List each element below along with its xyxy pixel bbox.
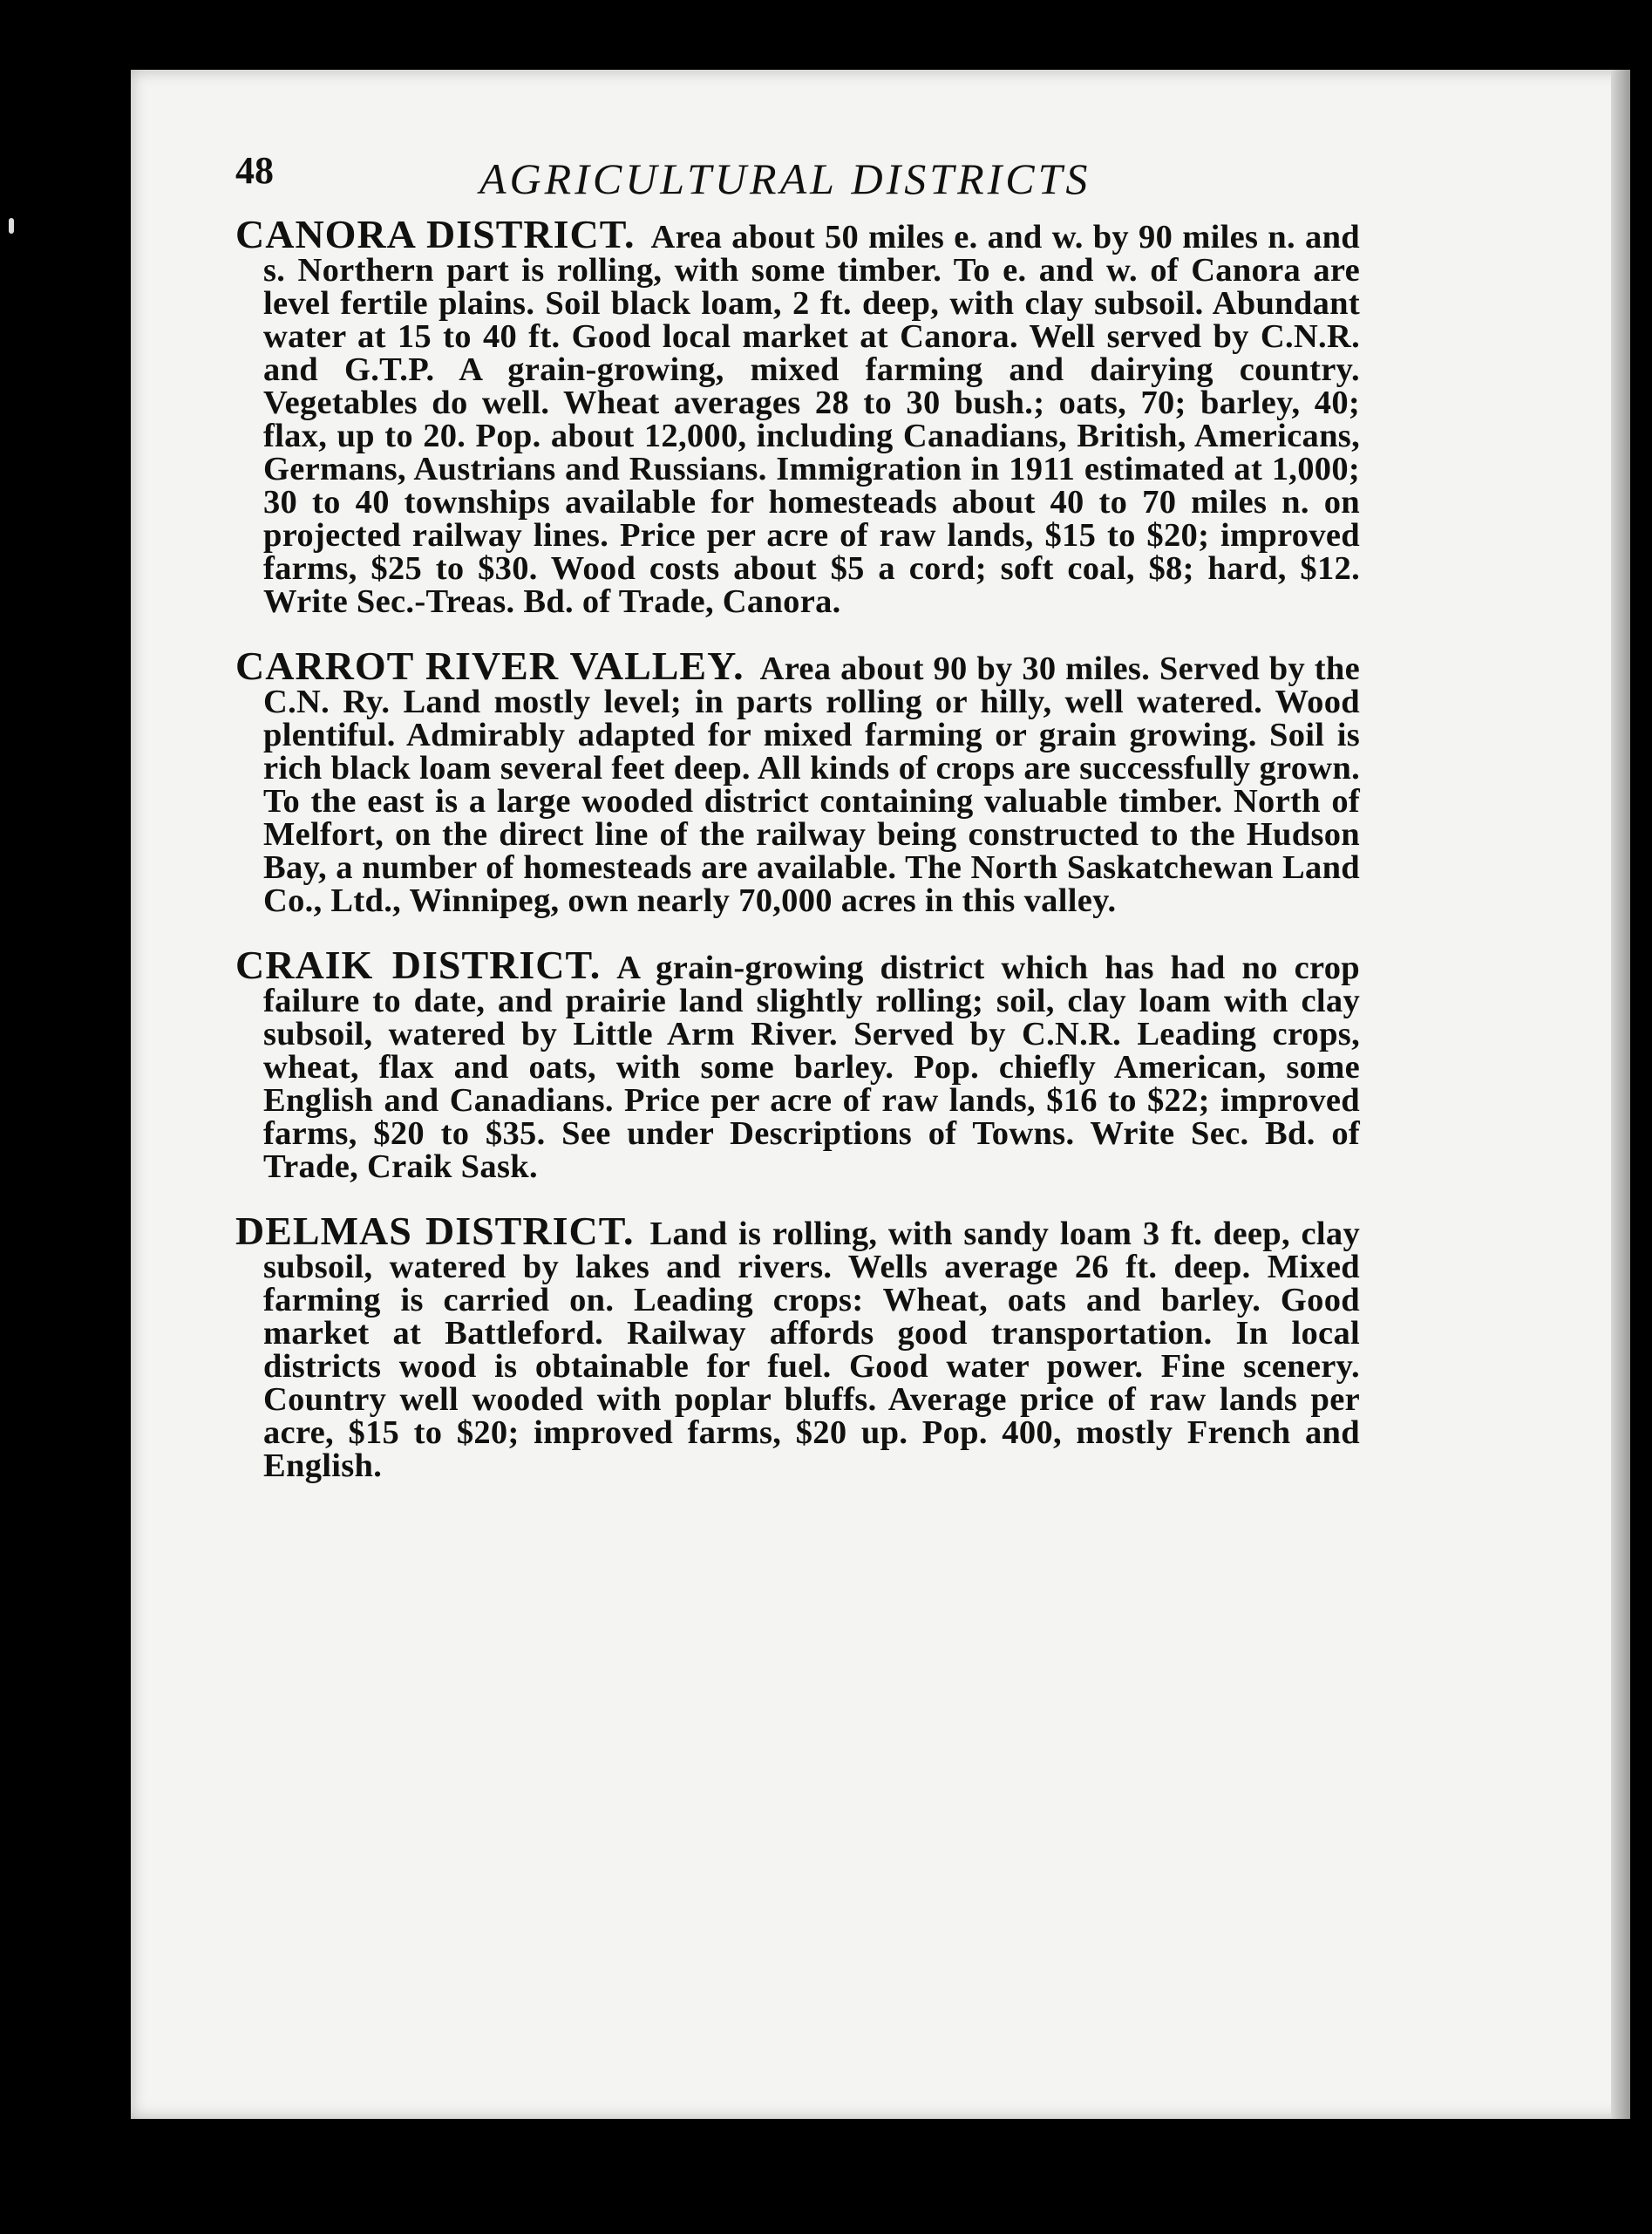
entry-name: CRAIK DISTRICT. (235, 943, 602, 987)
paper-edge (1611, 70, 1630, 2119)
entry-name: CARROT RIVER VALLEY. (235, 644, 744, 688)
entry-text: A grain-growing district which has had no crop failure to date, and prairie land slightly rolling; soil, clay loam with clay subsoil, watered by Little Arm River. Served by C.N.R. Leading crops, wheat, flax and oats, with some barley. Pop. chiefly American, some English and Canadians. Price per acre of raw lands, $16 to $22; improved farms, $20 to $35. See under Descriptions of Towns. Write Sec. Bd. of Trade, Craik Sask. (263, 950, 1360, 1185)
entry-text: Area about 50 miles e. and w. by 90 miles n. and s. Northern part is rolling, with some timber. To e. and w. of Canora are level fertile plains. Soil black loam, 2 ft. deep, with clay subsoil. Abundant water at 15 to 40 ft. Good local market at Canora. Well served by C.N.R. and G.T.P. A grain-growing, mixed farming and dairying country. Vegetables do well. Wheat averages 28 to 30 bush.; oats, 70; barley, 40; flax, up to 20. Pop. about 12,000, including Canadians, British, Americans, Germans, Austrians and Russians. Immigration in 1911 estimated at 1,000; 30 to 40 townships available for homesteads about 40 to 70 miles n. on projected railway lines. Price per acre of raw lands, $15 to $20; improved farms, $25 to $30. Wood costs about $5 a cord; soft coal, $8; hard, $12. Write Sec.-Treas. Bd. of Trade, Canora. (263, 219, 1360, 620)
page-number: 48 (235, 149, 274, 192)
entry-name: CANORA DISTRICT. (235, 212, 636, 256)
entry-name: DELMAS DISTRICT. (235, 1209, 635, 1253)
entry-canora (235, 212, 1360, 620)
entry-carrot-river-valley (235, 644, 1360, 919)
entry-delmas (235, 1209, 1360, 1484)
running-head: AGRICULTURAL DISTRICTS (479, 154, 1091, 203)
entry-craik (235, 943, 1360, 1185)
page-body (235, 212, 1360, 1514)
entry-text: Area about 90 by 30 miles. Served by the C.N. Ry. Land mostly level; in parts rolling or hilly, well watered. Wood plentiful. Admirably adapted for mixed farming or grain growing. Soil is rich black loam several feet deep. All kinds of crops are successfully grown. To the east is a large wooded district containing valuable timber. North of Melfort, on the direct line of the railway being constructed to the Hudson Bay, a number of homesteads are available. The North Saskatchewan Land Co., Ltd., Winnipeg, own nearly 70,000 acres in this valley. (263, 650, 1360, 919)
scan-speck (9, 218, 14, 234)
page-header (235, 148, 1281, 218)
entry-text: Land is rolling, with sandy loam 3 ft. deep, clay subsoil, watered by lakes and rivers. Wells average 26 ft. deep. Mixed farming is carried on. Leading crops: Wheat, oats and barley. Good market at Battleford. Railway affords good transportation. In local districts wood is obtainable for fuel. Good water power. Fine scenery. Country well wooded with poplar bluffs. Average price of raw lands per acre, $15 to $20; improved farms, $20 up. Pop. 400, mostly French and English. (263, 1216, 1360, 1484)
